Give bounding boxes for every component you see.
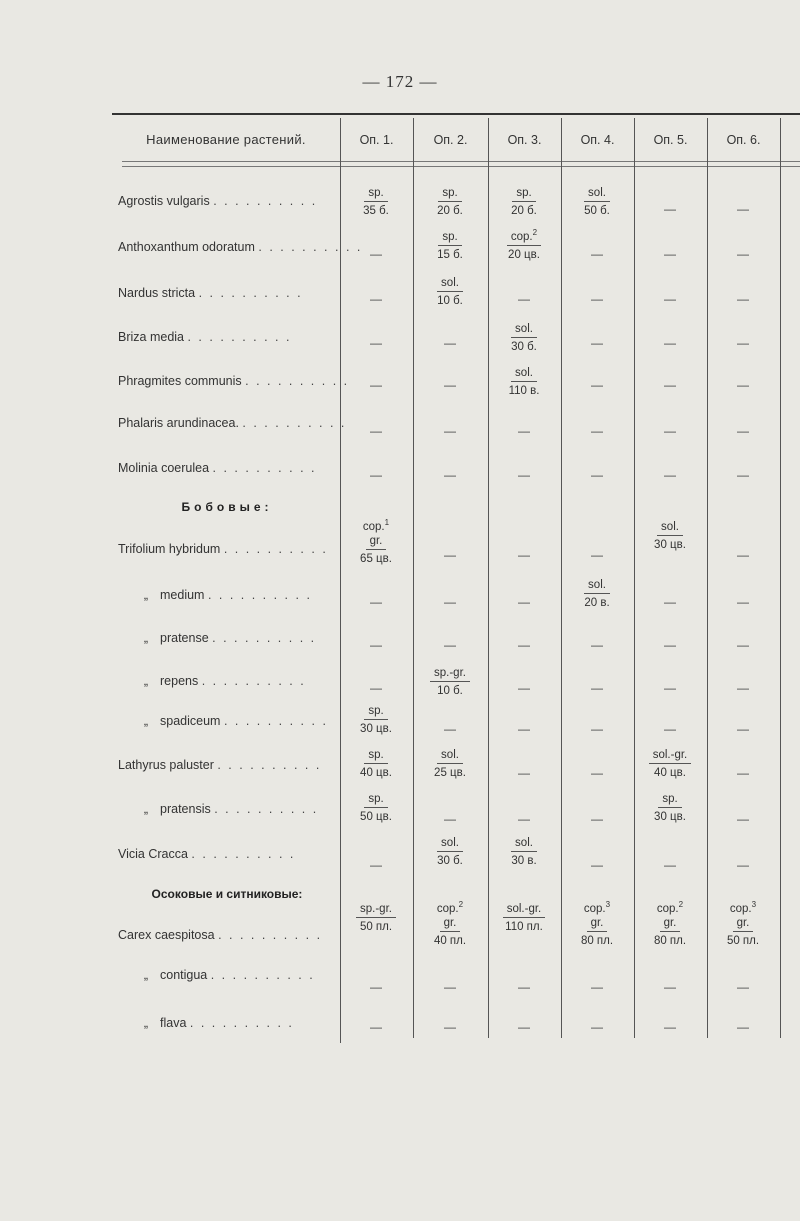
empty-cell-dash: — [518, 595, 530, 609]
abundance-cell [342, 704, 410, 737]
empty-cell-dash: — [518, 812, 530, 826]
empty-cell-dash: — [370, 980, 382, 994]
empty-cell-dash: — [591, 1020, 603, 1034]
empty-cell-dash: — [591, 812, 603, 826]
abundance-grade: cop.$^3$ [729, 900, 757, 915]
empty-cell-dash: — [370, 292, 382, 306]
plant-name [118, 374, 350, 388]
abundance-cell [490, 322, 558, 355]
empty-cell-dash: — [518, 548, 530, 562]
abundance-cell [416, 666, 484, 699]
ditto-mark: „ [143, 802, 148, 816]
abundance-value: sp. [512, 186, 535, 202]
leader-dots: . . . . . . . . . . [187, 330, 292, 344]
leader-dots: . . . . . . . . . . [214, 802, 319, 816]
plant-name [118, 330, 338, 344]
leader-dots: . . . . . . . . . . [218, 928, 323, 942]
height-value: 30 б. [511, 341, 537, 353]
leader-dots: . . . . . . . . . . [213, 194, 318, 208]
plant-name [118, 631, 338, 645]
empty-cell-dash: — [370, 378, 382, 392]
abundance-cell [490, 230, 558, 263]
plant-name [118, 928, 338, 942]
plant-name-text: Molinia coerulea [118, 461, 213, 475]
empty-cell-dash: — [737, 336, 749, 350]
grade-superscript: 2 [678, 900, 684, 910]
empty-cell-dash: — [737, 292, 749, 306]
empty-cell-dash: — [518, 681, 530, 695]
abundance-value: gr. [660, 916, 681, 932]
abundance-value: sol.-gr. [649, 748, 692, 764]
leader-dots: . . . . . . . . . . [223, 714, 328, 728]
empty-cell-dash: — [664, 638, 676, 652]
plant-name-text: Carex caespitosa [118, 928, 219, 942]
abundance-cell [416, 186, 484, 219]
abundance-value: sp.-gr. [430, 666, 470, 682]
height-value: 40 цв. [360, 767, 392, 779]
abundance-cell [416, 836, 484, 869]
abundance-grade: cop.$^2$ [436, 900, 464, 915]
abundance-value: sol. [511, 836, 537, 852]
empty-cell-dash: — [737, 812, 749, 826]
page-number: — 172 — [362, 72, 438, 91]
abundance-grade: cop.$^1$ [362, 518, 390, 533]
empty-cell-dash: — [444, 1020, 456, 1034]
empty-cell-dash: — [444, 638, 456, 652]
empty-cell-dash: — [444, 548, 456, 562]
empty-cell-dash: — [518, 722, 530, 736]
empty-cell-dash: — [444, 468, 456, 482]
empty-cell-dash: — [591, 858, 603, 872]
height-value: 35 б. [363, 205, 389, 217]
leader-dots: . . . . . . . . . . [198, 286, 303, 300]
empty-cell-dash: — [591, 638, 603, 652]
empty-cell-dash: — [518, 1020, 530, 1034]
ditto-mark: „ [143, 968, 148, 982]
leader-dots: . . . . . . . . . . [212, 461, 317, 475]
empty-cell-dash: — [370, 595, 382, 609]
abundance-cell [416, 748, 484, 781]
empty-cell-dash: — [518, 292, 530, 306]
plant-name-text: Vicia Cracca [118, 847, 192, 861]
plant-name-text: medium [160, 588, 208, 602]
abundance-grade: cop.$^3$ [583, 900, 611, 915]
abundance-value: sp. [364, 186, 387, 202]
height-value: 40 пл. [433, 935, 467, 947]
abundance-cell [636, 902, 704, 949]
abundance-cell [416, 276, 484, 309]
header-plant-name: Наименование растений. [146, 132, 306, 147]
plant-name-text: contigua [160, 968, 211, 982]
empty-cell-dash: — [370, 247, 382, 261]
grade-superscript: 1 [384, 518, 390, 528]
leader-dots: . . . . . . . . . . [217, 758, 322, 772]
plant-name [118, 968, 338, 982]
height-value: 110 в. [508, 385, 540, 397]
height-value: 20 в. [584, 597, 610, 609]
empty-cell-dash: — [591, 548, 603, 562]
plant-name-text: pratensis [160, 802, 215, 816]
empty-cell-dash: — [518, 980, 530, 994]
leader-dots: . . . . . . . . . . [191, 847, 296, 861]
height-value: 50 б. [584, 205, 610, 217]
abundance-value: sp. [364, 748, 387, 764]
abundance-cell [490, 902, 558, 935]
empty-cell-dash: — [444, 424, 456, 438]
abundance-value: gr. [733, 916, 754, 932]
plant-name [118, 758, 338, 772]
empty-cell-dash: — [664, 247, 676, 261]
height-value: 10 б. [437, 295, 463, 307]
plant-name-text: Lathyrus paluster [118, 758, 218, 772]
plant-name-text: Phalaris arundinacea. [118, 416, 243, 430]
empty-cell-dash: — [664, 858, 676, 872]
plant-name-text: Phragmites communis [118, 374, 246, 388]
height-value: 80 пл. [580, 935, 614, 947]
abundance-cell [416, 902, 484, 949]
abundance-cell [416, 230, 484, 263]
empty-cell-dash: — [444, 812, 456, 826]
empty-cell-dash: — [370, 681, 382, 695]
empty-cell-dash: — [664, 980, 676, 994]
empty-cell-dash: — [737, 202, 749, 216]
abundance-value: sol. [584, 578, 610, 594]
header-col-5: Оп. 5. [653, 133, 688, 147]
empty-cell-dash: — [737, 980, 749, 994]
abundance-value: gr. [440, 916, 461, 932]
empty-cell-dash: — [591, 247, 603, 261]
ditto-mark: „ [143, 714, 148, 728]
abundance-value: sol. [437, 748, 463, 764]
ditto-mark: „ [143, 631, 148, 645]
empty-cell-dash: — [444, 980, 456, 994]
plant-name-text: Trifolium hybridum [118, 542, 224, 556]
empty-cell-dash: — [664, 202, 676, 216]
empty-cell-dash: — [591, 292, 603, 306]
abundance-value: sp. [438, 186, 461, 202]
plant-name [118, 802, 338, 816]
leader-dots: . . . . . . . . . . [223, 542, 328, 556]
plant-name-text: Agrostis vulgaris [118, 194, 214, 208]
plant-name [118, 847, 338, 861]
empty-cell-dash: — [444, 336, 456, 350]
height-value: 30 цв. [654, 539, 686, 551]
empty-cell-dash: — [591, 722, 603, 736]
abundance-grade: cop.$^2$ [656, 900, 684, 915]
abundance-value: sol. [657, 520, 683, 536]
empty-cell-dash: — [444, 595, 456, 609]
abundance-value: gr. [587, 916, 608, 932]
abundance-value: sp. [438, 230, 461, 246]
abundance-cell [563, 186, 631, 219]
leader-dots: . . . . . . . . . . [201, 674, 306, 688]
abundance-cell [342, 520, 410, 567]
plant-name [118, 674, 338, 688]
empty-cell-dash: — [664, 336, 676, 350]
height-value: 20 б. [511, 205, 537, 217]
grade-superscript: 2 [458, 900, 464, 910]
leader-dots: . . . . . . . . . . [207, 588, 312, 602]
empty-cell-dash: — [664, 1020, 676, 1034]
header-col-4: Оп. 4. [580, 133, 615, 147]
empty-cell-dash: — [664, 424, 676, 438]
height-value: 20 б. [437, 205, 463, 217]
leader-dots: . . . . . . . . . . [258, 240, 363, 254]
abundance-value: sp. [658, 792, 681, 808]
abundance-value: sol.-gr. [503, 902, 546, 918]
empty-cell-dash: — [518, 468, 530, 482]
abundance-value: sol. [437, 276, 463, 292]
empty-cell-dash: — [737, 595, 749, 609]
header-bottom-rule-2 [122, 166, 800, 167]
empty-cell-dash: — [664, 292, 676, 306]
abundance-cell [342, 748, 410, 781]
plant-name [118, 194, 338, 208]
height-value: 40 цв. [654, 767, 686, 779]
empty-cell-dash: — [737, 247, 749, 261]
header-col-2: Оп. 2. [433, 133, 468, 147]
value-superscript: 2 [532, 228, 538, 238]
empty-cell-dash: — [664, 595, 676, 609]
empty-cell-dash: — [737, 766, 749, 780]
abundance-cell [636, 792, 704, 825]
ditto-mark: „ [143, 674, 148, 688]
column-divider [707, 118, 708, 1038]
abundance-value: sol. [511, 366, 537, 382]
abundance-cell [490, 366, 558, 399]
empty-cell-dash: — [370, 858, 382, 872]
plant-name [118, 416, 347, 430]
abundance-cell [490, 186, 558, 219]
plant-name [118, 461, 338, 475]
empty-cell-dash: — [737, 424, 749, 438]
empty-cell-dash: — [518, 424, 530, 438]
empty-cell-dash: — [591, 681, 603, 695]
empty-cell-dash: — [664, 681, 676, 695]
plant-name [118, 1016, 338, 1030]
leader-dots: . . . . . . . . . . [210, 968, 315, 982]
column-divider [561, 118, 562, 1038]
plant-name [118, 240, 363, 254]
section-sedges: Осоковые и ситниковые: [151, 887, 303, 901]
empty-cell-dash: — [591, 424, 603, 438]
header-col-6: Оп. 6. [726, 133, 761, 147]
empty-cell-dash: — [737, 858, 749, 872]
height-value: 80 пл. [653, 935, 687, 947]
empty-cell-dash: — [591, 766, 603, 780]
empty-cell-dash: — [370, 638, 382, 652]
top-rule [112, 113, 800, 115]
column-divider [634, 118, 635, 1038]
plant-name-text: pratense [160, 631, 213, 645]
column-divider [488, 118, 489, 1038]
abundance-value: sol. [437, 836, 463, 852]
abundance-value: sp.-gr. [356, 902, 396, 918]
abundance-cell [563, 578, 631, 611]
empty-cell-dash: — [591, 468, 603, 482]
abundance-cell [636, 520, 704, 553]
leader-dots: . . . . . . . . . . [189, 1016, 294, 1030]
empty-cell-dash: — [737, 722, 749, 736]
column-divider [413, 118, 414, 1038]
column-divider [780, 118, 781, 1038]
height-value: 65 цв. [360, 553, 392, 565]
height-value: 30 б. [437, 855, 463, 867]
empty-cell-dash: — [370, 424, 382, 438]
abundance-value: cop.$^2$ [507, 230, 541, 246]
empty-cell-dash: — [591, 980, 603, 994]
column-divider [340, 118, 341, 1043]
empty-cell-dash: — [518, 766, 530, 780]
empty-cell-dash: — [737, 1020, 749, 1034]
abundance-cell [490, 836, 558, 869]
empty-cell-dash: — [444, 378, 456, 392]
abundance-cell [342, 902, 410, 935]
plant-name-text: repens [160, 674, 202, 688]
height-value: 20 цв. [508, 249, 540, 261]
height-value: 50 цв. [360, 811, 392, 823]
header-col-1: Оп. 1. [359, 133, 394, 147]
height-value: 30 цв. [654, 811, 686, 823]
section-legumes: Бобовые: [181, 500, 273, 514]
empty-cell-dash: — [444, 722, 456, 736]
plant-name-text: Anthoxanthum odoratum [118, 240, 259, 254]
grade-superscript: 3 [751, 900, 757, 910]
abundance-value: sp. [364, 792, 387, 808]
empty-cell-dash: — [591, 378, 603, 392]
height-value: 30 в. [511, 855, 537, 867]
empty-cell-dash: — [370, 468, 382, 482]
leader-dots: . . . . . . . . . . [245, 374, 350, 388]
abundance-cell [563, 902, 631, 949]
ditto-mark: „ [143, 588, 148, 602]
height-value: 25 цв. [434, 767, 466, 779]
abundance-value: sol. [511, 322, 537, 338]
abundance-value: sp. [364, 704, 387, 720]
height-value: 110 пл. [505, 921, 543, 933]
empty-cell-dash: — [664, 378, 676, 392]
abundance-value: sol. [584, 186, 610, 202]
plant-name [118, 588, 338, 602]
height-value: 10 б. [437, 685, 463, 697]
plant-name-text: flava [160, 1016, 190, 1030]
header-col-3: Оп. 3. [507, 133, 542, 147]
height-value: 50 пл. [359, 921, 393, 933]
empty-cell-dash: — [591, 336, 603, 350]
leader-dots: . . . . . . . . . . [242, 416, 347, 430]
plant-name-text: Briza media [118, 330, 188, 344]
empty-cell-dash: — [664, 468, 676, 482]
abundance-cell [342, 186, 410, 219]
plant-name-text: spadiceum [160, 714, 224, 728]
abundance-cell [636, 748, 704, 781]
abundance-value: gr. [366, 534, 387, 550]
grade-superscript: 3 [605, 900, 611, 910]
empty-cell-dash: — [518, 638, 530, 652]
empty-cell-dash: — [737, 378, 749, 392]
empty-cell-dash: — [737, 681, 749, 695]
abundance-cell [709, 902, 777, 949]
plant-name [118, 286, 338, 300]
plant-name [118, 542, 338, 556]
empty-cell-dash: — [737, 468, 749, 482]
ditto-mark: „ [143, 1016, 148, 1030]
height-value: 15 б. [437, 249, 463, 261]
leader-dots: . . . . . . . . . . [212, 631, 317, 645]
empty-cell-dash: — [737, 638, 749, 652]
empty-cell-dash: — [370, 1020, 382, 1034]
plant-name-text: Nardus stricta [118, 286, 199, 300]
empty-cell-dash: — [737, 548, 749, 562]
plant-name [118, 714, 338, 728]
abundance-cell [342, 792, 410, 825]
empty-cell-dash: — [370, 336, 382, 350]
height-value: 30 цв. [360, 723, 392, 735]
empty-cell-dash: — [664, 722, 676, 736]
height-value: 50 пл. [726, 935, 760, 947]
